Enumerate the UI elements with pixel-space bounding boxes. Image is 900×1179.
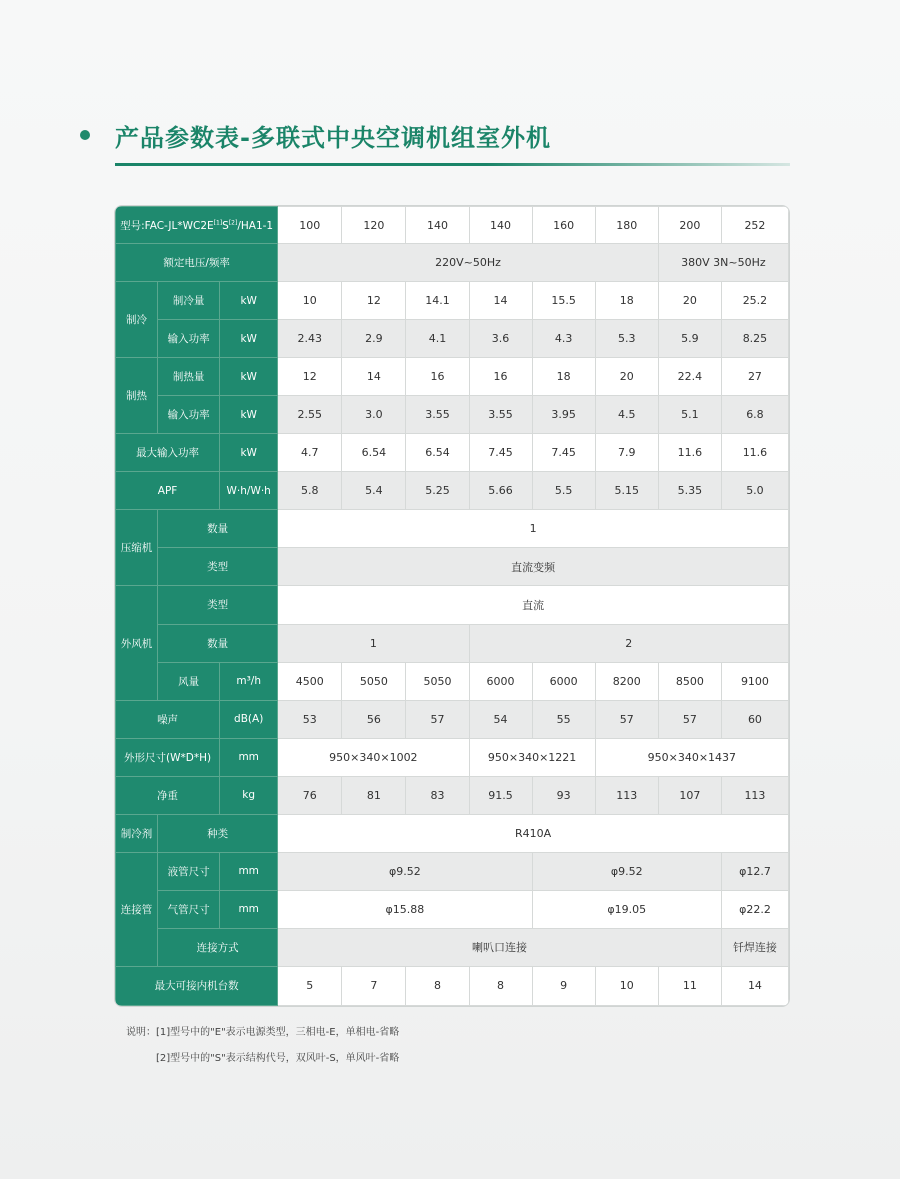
table-row-pipe-method [116,928,789,966]
heating-power-label: 输入功率 [158,396,220,434]
voltage-three-phase: 380V 3N~50Hz [658,244,788,282]
cooling-power-cell: 2.9 [342,320,406,358]
spec-table [115,206,789,1006]
cooling-capacity-cell: 18 [595,282,658,320]
heating-power-unit: kW [220,396,278,434]
max-indoor-cell: 9 [532,966,595,1005]
max-power-unit: kW [220,434,278,472]
apf-cell: 5.5 [532,472,595,510]
weight-cell: 81 [342,776,406,814]
table-row-apf [116,472,789,510]
cooling-capacity-cell: 20 [658,282,721,320]
fan-flow-label: 风量 [158,662,220,700]
pipe-gas-cell: φ19.05 [532,890,721,928]
noise-cell: 56 [342,700,406,738]
compressor-type-cell: 直流变频 [278,548,789,586]
spec-table-container [114,205,790,1007]
table-row-fan-flow [116,662,789,700]
model-label: 型号:FAC-JL*WC2E[1]S[2]/HA1-1 [116,207,278,244]
apf-cell: 5.8 [278,472,342,510]
apf-cell: 5.15 [595,472,658,510]
fan-flow-cell: 8500 [658,662,721,700]
table-row-noise [116,700,789,738]
heating-power-cell: 3.55 [469,396,532,434]
table-row-max-power [116,434,789,472]
cooling-power-cell: 2.43 [278,320,342,358]
fan-flow-cell: 5050 [406,662,469,700]
noise-cell: 57 [595,700,658,738]
heating-capacity-cell: 16 [469,358,532,396]
pipe-liquid-cell: φ9.52 [278,852,532,890]
heating-capacity-cell: 20 [595,358,658,396]
max-indoor-cell: 8 [406,966,469,1005]
model-cell: 252 [721,207,788,244]
heating-power-cell: 2.55 [278,396,342,434]
refrigerant-cell: R410A [278,814,789,852]
cooling-capacity-cell: 15.5 [532,282,595,320]
pipe-liquid-unit: mm [220,852,278,890]
fan-flow-cell: 6000 [469,662,532,700]
pipe-liquid-cell: φ12.7 [721,852,788,890]
noise-cell: 55 [532,700,595,738]
model-cell: 140 [406,207,469,244]
pipe-gas-cell: φ22.2 [721,890,788,928]
fan-qty-cell-1: 1 [278,624,469,662]
pipe-method-cell: 钎焊连接 [721,928,788,966]
max-indoor-cell: 5 [278,966,342,1005]
pipe-method-cell: 喇叭口连接 [278,928,722,966]
heating-capacity-cell: 16 [406,358,469,396]
heating-capacity-label: 制热量 [158,358,220,396]
cooling-power-unit: kW [220,320,278,358]
heating-capacity-cell: 14 [342,358,406,396]
compressor-group-label: 压缩机 [116,510,158,586]
cooling-capacity-cell: 14.1 [406,282,469,320]
fan-qty-cell-2: 2 [469,624,789,662]
heating-capacity-cell: 18 [532,358,595,396]
table-row-pipe-liquid [116,852,789,890]
apf-label: APF [116,472,220,510]
fan-type-cell: 直流 [278,586,789,624]
refrigerant-group-label: 制冷剂 [116,814,158,852]
apf-cell: 5.4 [342,472,406,510]
cooling-power-label: 输入功率 [158,320,220,358]
page-title: 产品参数表-多联式中央空调机组室外机 [115,124,551,152]
pipe-gas-unit: mm [220,890,278,928]
cooling-capacity-cell: 10 [278,282,342,320]
compressor-qty-label: 数量 [158,510,278,548]
fan-group-label: 外风机 [116,586,158,700]
cooling-power-cell: 4.1 [406,320,469,358]
model-cell: 100 [278,207,342,244]
weight-cell: 113 [595,776,658,814]
noise-label: 噪声 [116,700,220,738]
pipe-gas-cell: φ15.88 [278,890,532,928]
table-row-fan-type [116,586,789,624]
title-underline [115,163,790,166]
max-indoor-cell: 7 [342,966,406,1005]
fan-flow-cell: 6000 [532,662,595,700]
weight-cell: 93 [532,776,595,814]
weight-cell: 113 [721,776,788,814]
table-row-cooling-power [116,320,789,358]
max-power-label: 最大输入功率 [116,434,220,472]
max-indoor-cell: 8 [469,966,532,1005]
dims-cell-2: 950×340×1221 [469,738,595,776]
cooling-capacity-label: 制冷量 [158,282,220,320]
noise-cell: 53 [278,700,342,738]
cooling-power-cell: 5.9 [658,320,721,358]
cooling-power-cell: 5.3 [595,320,658,358]
fan-qty-label: 数量 [158,624,278,662]
noise-cell: 57 [658,700,721,738]
model-cell: 160 [532,207,595,244]
footnotes [126,1020,399,1072]
weight-cell: 91.5 [469,776,532,814]
max-indoor-label: 最大可接内机台数 [116,966,278,1005]
cooling-power-cell: 4.3 [532,320,595,358]
cooling-capacity-cell: 12 [342,282,406,320]
max-power-cell: 6.54 [342,434,406,472]
table-row-weight [116,776,789,814]
weight-cell: 76 [278,776,342,814]
heating-group-label: 制热 [116,358,158,434]
table-row-refrigerant [116,814,789,852]
title-bullet-icon [80,130,90,140]
table-row-cooling-capacity [116,282,789,320]
table-row-max-indoor [116,966,789,1005]
pipe-method-label: 连接方式 [158,928,278,966]
cooling-power-cell: 3.6 [469,320,532,358]
table-row-compressor-qty [116,510,789,548]
fan-flow-cell: 4500 [278,662,342,700]
apf-cell: 5.25 [406,472,469,510]
compressor-type-label: 类型 [158,548,278,586]
max-power-cell: 11.6 [721,434,788,472]
table-row-compressor-type [116,548,789,586]
fan-flow-cell: 8200 [595,662,658,700]
voltage-label: 额定电压/频率 [116,244,278,282]
voltage-single-phase: 220V~50Hz [278,244,659,282]
pipe-group-label: 连接管 [116,852,158,966]
pipe-liquid-cell: φ9.52 [532,852,721,890]
max-indoor-cell: 14 [721,966,788,1005]
max-indoor-cell: 11 [658,966,721,1005]
weight-unit: kg [220,776,278,814]
apf-cell: 5.35 [658,472,721,510]
fan-flow-cell: 9100 [721,662,788,700]
table-row-model [116,207,789,244]
table-row-fan-qty [116,624,789,662]
heating-power-cell: 3.0 [342,396,406,434]
heating-power-cell: 3.55 [406,396,469,434]
noise-cell: 54 [469,700,532,738]
cooling-capacity-unit: kW [220,282,278,320]
fan-flow-unit: m³/h [220,662,278,700]
model-cell: 140 [469,207,532,244]
model-cell: 120 [342,207,406,244]
table-row-pipe-gas [116,890,789,928]
table-row-dimensions [116,738,789,776]
pipe-gas-label: 气管尺寸 [158,890,220,928]
apf-cell: 5.66 [469,472,532,510]
heating-capacity-cell: 12 [278,358,342,396]
max-power-cell: 6.54 [406,434,469,472]
table-row-heating-power [116,396,789,434]
fan-flow-cell: 5050 [342,662,406,700]
heating-capacity-cell: 27 [721,358,788,396]
max-indoor-cell: 10 [595,966,658,1005]
max-power-cell: 7.45 [532,434,595,472]
pipe-liquid-label: 液管尺寸 [158,852,220,890]
max-power-cell: 7.9 [595,434,658,472]
dims-unit: mm [220,738,278,776]
table-row-heating-capacity [116,358,789,396]
dims-cell-1: 950×340×1002 [278,738,469,776]
model-cell: 180 [595,207,658,244]
footnote-2: [2]型号中的"S"表示结构代号，双风叶-S，单风叶-省略 [156,1053,400,1064]
footnote-1: 说明：[1]型号中的"E"表示电源类型，三相电-E，单相电-省略 [126,1027,400,1038]
dims-label: 外形尺寸(W*D*H) [116,738,220,776]
model-cell: 200 [658,207,721,244]
weight-label: 净重 [116,776,220,814]
dims-cell-3: 950×340×1437 [595,738,788,776]
max-power-cell: 4.7 [278,434,342,472]
table-row-voltage [116,244,789,282]
cooling-group-label: 制冷 [116,282,158,358]
cooling-capacity-cell: 25.2 [721,282,788,320]
heating-power-cell: 4.5 [595,396,658,434]
fan-type-label: 类型 [158,586,278,624]
cooling-power-cell: 8.25 [721,320,788,358]
refrigerant-label: 种类 [158,814,278,852]
max-power-cell: 11.6 [658,434,721,472]
heating-power-cell: 3.95 [532,396,595,434]
noise-unit: dB(A) [220,700,278,738]
cooling-capacity-cell: 14 [469,282,532,320]
apf-cell: 5.0 [721,472,788,510]
noise-cell: 60 [721,700,788,738]
weight-cell: 107 [658,776,721,814]
heating-power-cell: 6.8 [721,396,788,434]
weight-cell: 83 [406,776,469,814]
apf-unit: W·h/W·h [220,472,278,510]
heating-power-cell: 5.1 [658,396,721,434]
heating-capacity-unit: kW [220,358,278,396]
max-power-cell: 7.45 [469,434,532,472]
heating-capacity-cell: 22.4 [658,358,721,396]
compressor-qty-cell: 1 [278,510,789,548]
noise-cell: 57 [406,700,469,738]
